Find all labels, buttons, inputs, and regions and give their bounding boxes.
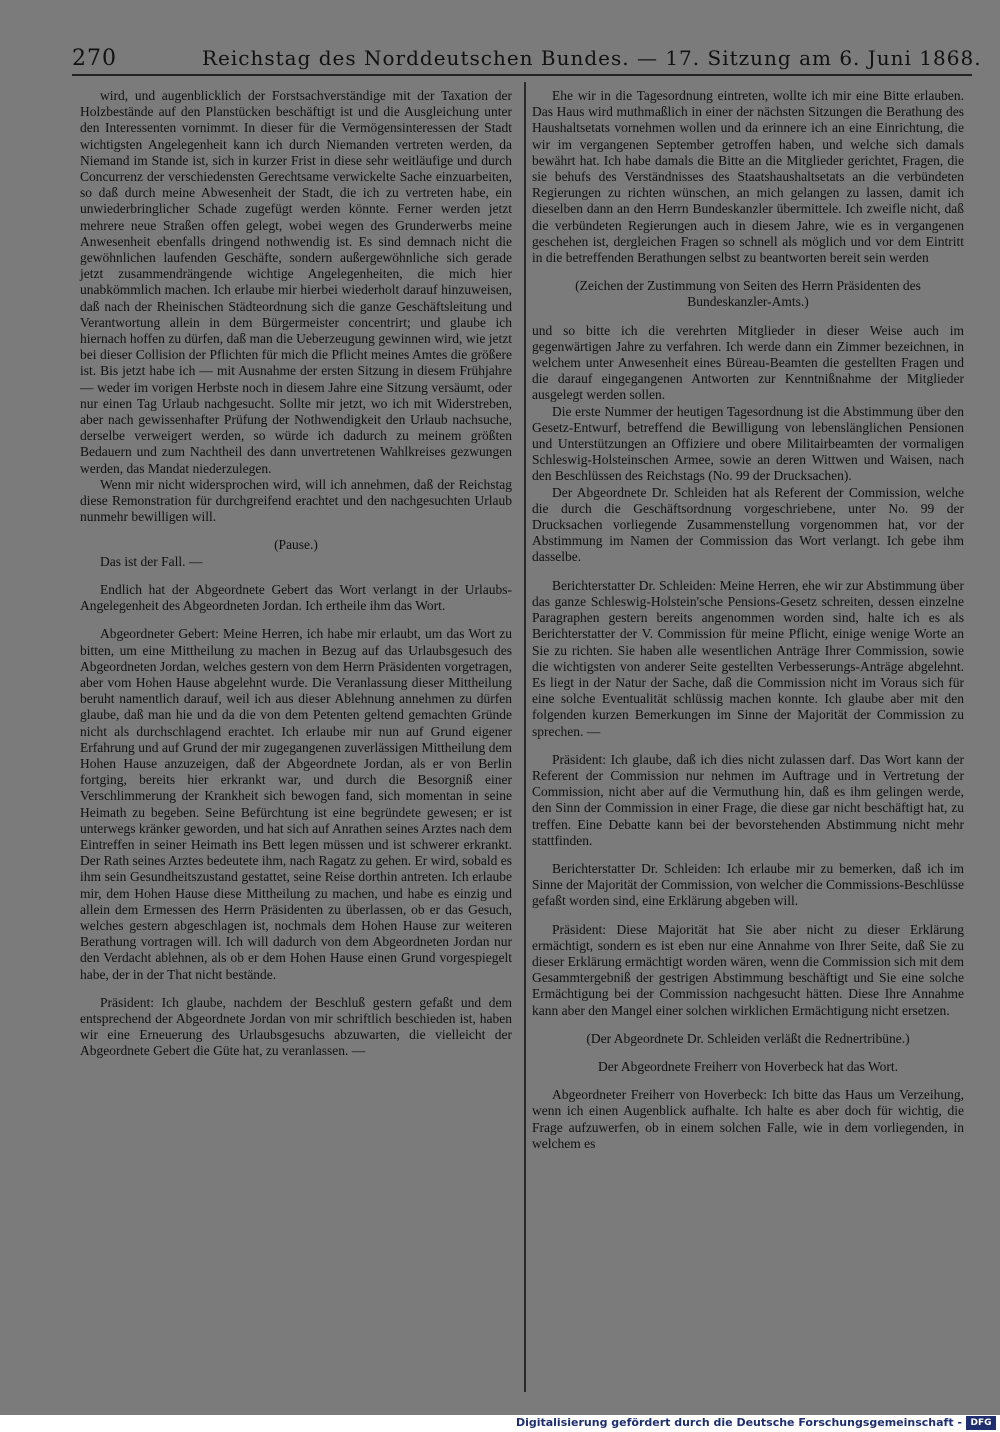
page-header [72, 44, 982, 74]
right-column [532, 88, 964, 1152]
speech-schleiden: Berichterstatter Dr. Schleiden: Meine Herren, ehe wir zur Abstimmung über das ganze Schleswig-Holstein'sche Pensions-Gesetz schreiten, dessen einzelne Paragraphen gestern bereits angenommen worden sind, halte ich es als Berichterstatter der V. Commission für meine Pflicht, einige wenige Worte an Sie zu richten. Sie haben alle wesentlichen Anträge Ihrer Commission, sowie die wichtigsten von anderer Seite gestellten Verbesserungs-Anträge abgelehnt. Es liegt in der Natur der Sache, daß die Commission nicht im Voraus sich für eine solche Eventualität schlüssig machen konnte. Ich glaube aber mit den folgenden kurzen Bemerkungen im Sinne der Majorität der Commission zu sprechen. — [532, 577, 964, 739]
stage-direction: (Zeichen der Zustimmung von Seiten des Herrn Präsidenten des Bundeskanzler-Amts.) [575, 278, 921, 310]
footer-credit: Digitalisierung gefördert durch die Deutsche Forschungsgemeinschaft - [515, 1416, 962, 1429]
column-divider [524, 82, 526, 1392]
paragraph: Wenn mir nicht widersprochen wird, will ich annehmen, daß der Reichstag diese Remonstration für durchgreifend erachtet und den nachgesuchten Urlaub nunmehr bewilligen will. [80, 476, 512, 525]
speech-president: Präsident: Ich glaube, nachdem der Beschluß gestern gefaßt und dem entsprechend der Abgeordnete Jordan von mir schriftlich beschieden ist, haben wir eine Erneuerung des Urlaubsgesuchs abzuwarten, die vielleicht der Abgeordnete Gebert die Güte hat, zu veranlassen. — [80, 994, 512, 1059]
speech-hoverbeck: Abgeordneter Freiherr von Hoverbeck: Ich bitte das Haus um Verzeihung, wenn ich einen Augenblick aufhalte. Ich halte es aber doch für wichtig, die Frage aufzuwerfen, ob in einem solchen Falle, wie in dem vorliegenden, in welchem es [532, 1087, 964, 1151]
paragraph: Die erste Nummer der heutigen Tagesordnung ist die Abstimmung über den Gesetz-Entwurf, betreffend die Bewilligung von lebenslänglichen Pensionen und Unterstützungen an Offiziere und obere Militairbeamten der vormaligen Schleswig-Holsteinschen Armee, sowie an deren Wittwen und Waisen, nach den Beschlüssen des Reichstags (No. 99 der Drucksachen). [532, 403, 964, 484]
running-head: Reichstag des Norddeutschen Bundes. — 17. Sitzung am 6. Juni 1868. [202, 46, 982, 70]
dfg-logo: DFG [966, 1416, 996, 1430]
footer-bar [0, 1415, 1000, 1432]
speech-president: Präsident: Ich glaube, daß ich dies nicht zulassen darf. Das Wort kann der Referent der Commission nur nehmen im Auftrage und in Vertretung der Commission, nicht aber auf die Vermuthung hin, daß es ihm gelingen werde, den Sinn der Commission in einer Frage, die diese gar nicht beschäftigt hat, zu treffen. Eine Debatte kann bei der bevorstehenden Abstimmung nicht mehr stattfinden. [532, 751, 964, 848]
speech-gebert: Abgeordneter Gebert: Meine Herren, ich habe mir erlaubt, um das Wort zu bitten, um eine Mittheilung zu machen in Bezug auf das Urlaubsgesuch des Abgeordneten Jordan, welches gestern von dem Herrn Präsidenten vorgetragen, aber vom Hohen Hause abgelehnt wurde. Die Veranlassung dieser Mittheilung beruht namentlich darauf, weil ich aus dieser Ablehnung annehmen zu dürfen glaube, daß man hie und da die von dem Petenten geltend gemachten Gründe nicht als durchschlagend erachtet. Ich erlaube mir nun auf Grund eigener Erfahrung und auf Grund der mir zugegangenen zuverlässigen Mittheilung dem Hohen Hause anzuzeigen, daß der Abgeordnete Jordan, als er von Berlin fortging, bereits hier erkrankt war, und durch die Besorgniß einer Verschlimmerung der Krankheit sich bewogen fand, sich momentan in seine Heimath zu begeben. Seine Befürchtung ist eine begründete gewesen; er ist unterwegs kränker geworden, und hat sich auf Anrathen seines Arztes nach dem Eintreffen in seiner Heimath ins Bett legen müssen und ist schwerer erkrankt. Der Rath seines Arztes bedeutete ihm, nach Ragatz zu gehen. Er wird, sobald es ihm sein Gesundheitszustand gestattet, seine Reise dorthin antreten. Ich erlaube mir, dem Hohen Hause diese Mittheilung zu machen, und habe es einzig und allein dem Ermessen des Herrn Präsidenten zu überlassen, ob er das Gesuch, welches gestern abgeschlagen ist, nochmals dem Hohen Hause zur weiteren Berathung vortragen will. Ich will dadurch von dem Abgeordneten Jordan nur den Verdacht ablehnen, als ob er dem Hohen Hause einen Grund vorgespiegelt habe, der in der That nicht bestände. [80, 626, 512, 982]
stage-direction: (Pause.) [274, 537, 318, 553]
paragraph: Ehe wir in die Tagesordnung eintreten, wollte ich mir eine Bitte erlauben. Das Haus wird muthmaßlich in einer der nächsten Sitzungen die Berathung des Haushaltsetats vornehmen wollen und da erinnere ich an eine Einrichtung, die wir im vergangenen September getroffen haben, und welche sich damals bewährt hat. Ich habe damals die Bitte an die Mitglieder gerichtet, Fragen, die sie behufs des Verständnisses des Staatshaushaltsetats an die verbündeten Regierungen zu richten wünschen, an mich gelangen zu lassen, damit ich dieselben dann an den Herrn Bundeskanzler übermittele. Ich zweifle nicht, daß die verbündeten Regierungen auch in diesem Jahre, wie es in vergangenen geschehen ist, dergleichen Fragen so schnell als möglich und vor dem Eintritt in die betreffenden Berathungen selbst zu beantworten bereit sein werden [532, 88, 964, 266]
paragraph: Der Abgeordnete Dr. Schleiden hat als Referent der Commission, welche die durch die Geschäftsordnung vorgeschriebene, unter No. 99 der Drucksachen vorliegende Zusammenstellung vorgenommen hat, vor der Abstimmung im Namen der Commission das Wort verlangt. Ich gebe ihm dasselbe. [532, 484, 964, 565]
speech-president: Präsident: Diese Majorität hat Sie aber nicht zu dieser Erklärung ermächtigt, sondern es ist eben nur eine Annahme von Ihrer Seite, daß Sie zu dieser Erklärung ermächtigt worden wären, wenn die Commission sich mit dem Gesammtergebniß der gestrigen Abstimmung beschäftigt und Sie eine solche Ermächtigung bei der Commission nachgesucht hätten. Diese Ihre Annahme kann aber den Mangel einer solchen wirklichen Ermächtigung nicht ersetzen. [532, 921, 964, 1018]
speech-schleiden: Berichterstatter Dr. Schleiden: Ich erlaube mir zu bemerken, daß ich im Sinne der Majorität der Commission, von welcher die Commissions-Beschlüsse gefaßt worden sind, eine Erklärung abgeben will. [532, 860, 964, 909]
left-column [80, 88, 512, 1060]
paragraph: Der Abgeordnete Freiherr von Hoverbeck hat das Wort. [597, 1058, 899, 1074]
paragraph: Endlich hat der Abgeordnete Gebert das Wort verlangt in der Urlaubs-Angelegenheit des Abgeordneten Jordan. Ich ertheile ihm das Wort. [80, 581, 512, 614]
paragraph: wird, und augenblicklich der Forstsachverständige mit der Taxation der Holzbestände auf den Planstücken beschäftigt ist und die Ausgleichung unter den Interessenten vornimmt. In dieser für die Vermögensinteressen der Stadt wichtigsten Angelegenheit kann ich durch Niemanden vertreten werden, da Niemand im Stande ist, sich in kurzer Frist in diese sehr weitläufige und durch Concurrenz der verschiedensten Gerechtsame verwickelte Sache einzuarbeiten, so daß durch meine Abwesenheit der Stadt, die ich zu vertreten habe, ein unwiederbringlicher Schade zugefügt werden könnte. Ferner werden jetzt mehrere neue Straßen offen gelegt, wobei wegen des Grunderwerbs meine Anwesenheit ebenfalls dringend nothwendig ist. Es sind demnach nicht die gewöhnlichen laufenden Geschäfte, sondern außergewöhnliche sich gerade jetzt zusammendrängende wichtige Angelegenheiten, die mich hier unabkömmlich machen. Ich erlaube mir hierbei wiederholt darauf hinzuweisen, daß nach der Rheinischen Städteordnung sich die ganze Geschäftsleitung und Verantwortung allein in dem Bürgermeister concentrirt; und glaube ich hiernach hoffen zu dürfen, daß man die Ueberzeugung gewinnen wird, wie jetzt bei dieser Collision der Pflichten für mich die Pflicht meines Amtes die größere ist. Bis jetzt habe ich — mit Ausnahme der ersten Sitzung in diesem Frühjahre — weder im vorigen Herbste noch in diesem Jahre eine Sitzung versäumt, oder nur einen Tag Urlaub nachgesucht. Sollte mir jetzt, wo ich mit Widerstreben, aber nach gewissenhafter Prüfung der Nothwendigkeit den Urlaub nachsuche, derselbe verweigert werden, so würde ich dadurch zu meinem größten Bedauern und zum Nachtheil des dann unvertretenen Wahlkreises gezwungen werden, das Mandat niederzulegen. [80, 88, 512, 476]
paragraph: und so bitte ich die verehrten Mitglieder in dieser Weise auch im gegenwärtigen Jahre zu verfahren. Ich werde dann ein Zimmer bezeichnen, in welchem unter Anwesenheit eines Büreau-Beamten die gestellten Fragen und die darauf eingegangenen Antworten zur Kenntnißnahme der Mitglieder ausgelegt werden sollen. [532, 322, 964, 403]
header-rule [72, 74, 972, 76]
paragraph: Das ist der Fall. — [100, 553, 203, 569]
stage-direction: (Der Abgeordnete Dr. Schleiden verläßt die Rednertribüne.) [586, 1030, 910, 1046]
page-number: 270 [72, 46, 117, 71]
